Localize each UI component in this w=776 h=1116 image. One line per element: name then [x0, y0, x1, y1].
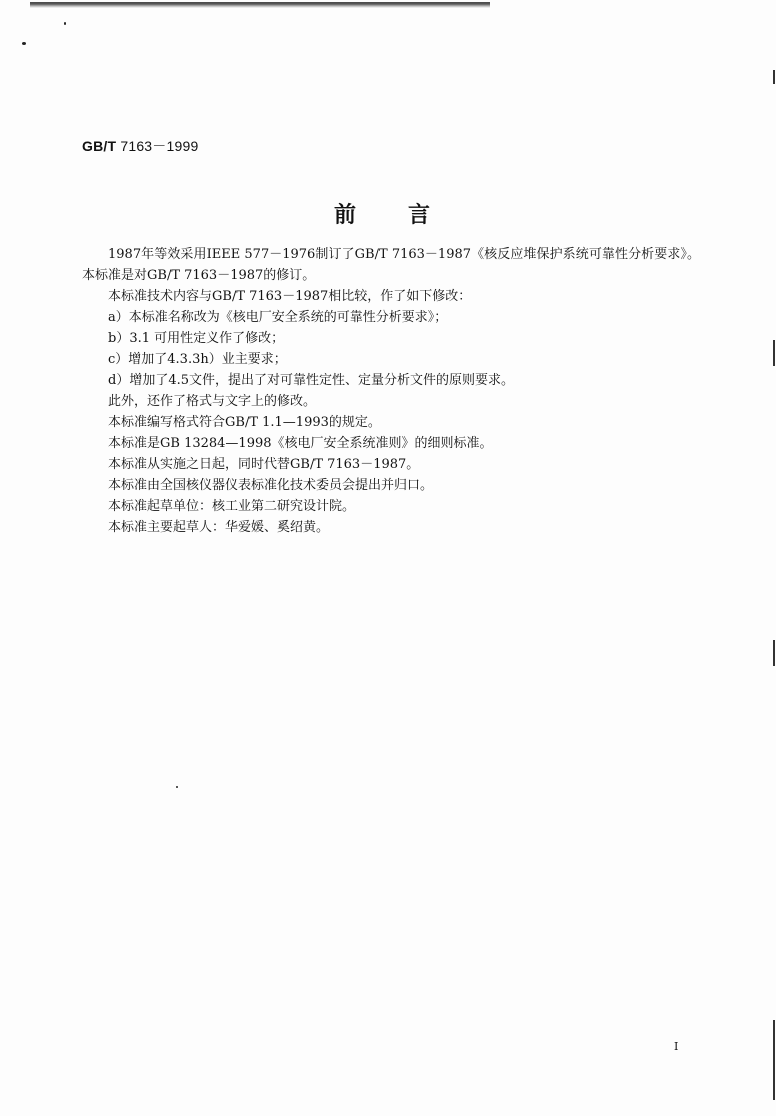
scan-artifact-dot [22, 42, 26, 45]
standard-code-prefix: GB/T [82, 138, 117, 154]
scan-artifact-dot [176, 786, 178, 788]
scan-artifact-dot [64, 22, 66, 25]
body-line: c）增加了4.3.3h）业主要求； [108, 352, 287, 367]
scan-artifact-edge [773, 340, 775, 366]
scan-artifact-edge [773, 1020, 775, 1100]
scan-artifact-edge [773, 70, 775, 84]
body-line: 本标准从实施之日起，同时代替GB/T 7163－1987。 [108, 457, 420, 472]
body-line: 此外，还作了格式与文字上的修改。 [108, 394, 317, 409]
body-line: 本标准主要起草人：华爱媛、奚绍黄。 [108, 520, 330, 535]
scan-artifact-edge [773, 640, 775, 666]
foreword-body [82, 244, 700, 538]
body-line: 本标准起草单位：核工业第二研究设计院。 [108, 499, 356, 514]
page-number: I [674, 1040, 679, 1053]
body-line: 本标准由全国核仪器仪表标准化技术委员会提出并归口。 [108, 478, 434, 493]
body-line: 本标准是GB 13284—1998《核电厂安全系统准则》的细则标准。 [108, 436, 493, 451]
body-line: 本标准编写格式符合GB/T 1.1—1993的规定。 [108, 415, 381, 430]
body-line: a）本标准名称改为《核电厂安全系统的可靠性分析要求》； [108, 310, 448, 325]
standard-code-number: 7163－1999 [120, 138, 199, 154]
body-line: d）增加了4.5文件，提出了对可靠性定性、定量分析文件的原则要求。 [108, 373, 514, 388]
page-title: 前言 [333, 203, 482, 228]
body-line: 本标准技术内容与GB/T 7163－1987相比较，作了如下修改： [108, 289, 472, 304]
standard-code [82, 136, 198, 156]
scan-artifact-top [30, 2, 490, 8]
body-line: b）3.1 可用性定义作了修改； [108, 331, 285, 346]
intro-paragraph: 1987年等效采用IEEE 577－1976制订了GB/T 7163－1987《核反应堆保护系统可靠性分析要求》。本标准是对GB/T 7163－1987的修订。 [82, 247, 700, 283]
